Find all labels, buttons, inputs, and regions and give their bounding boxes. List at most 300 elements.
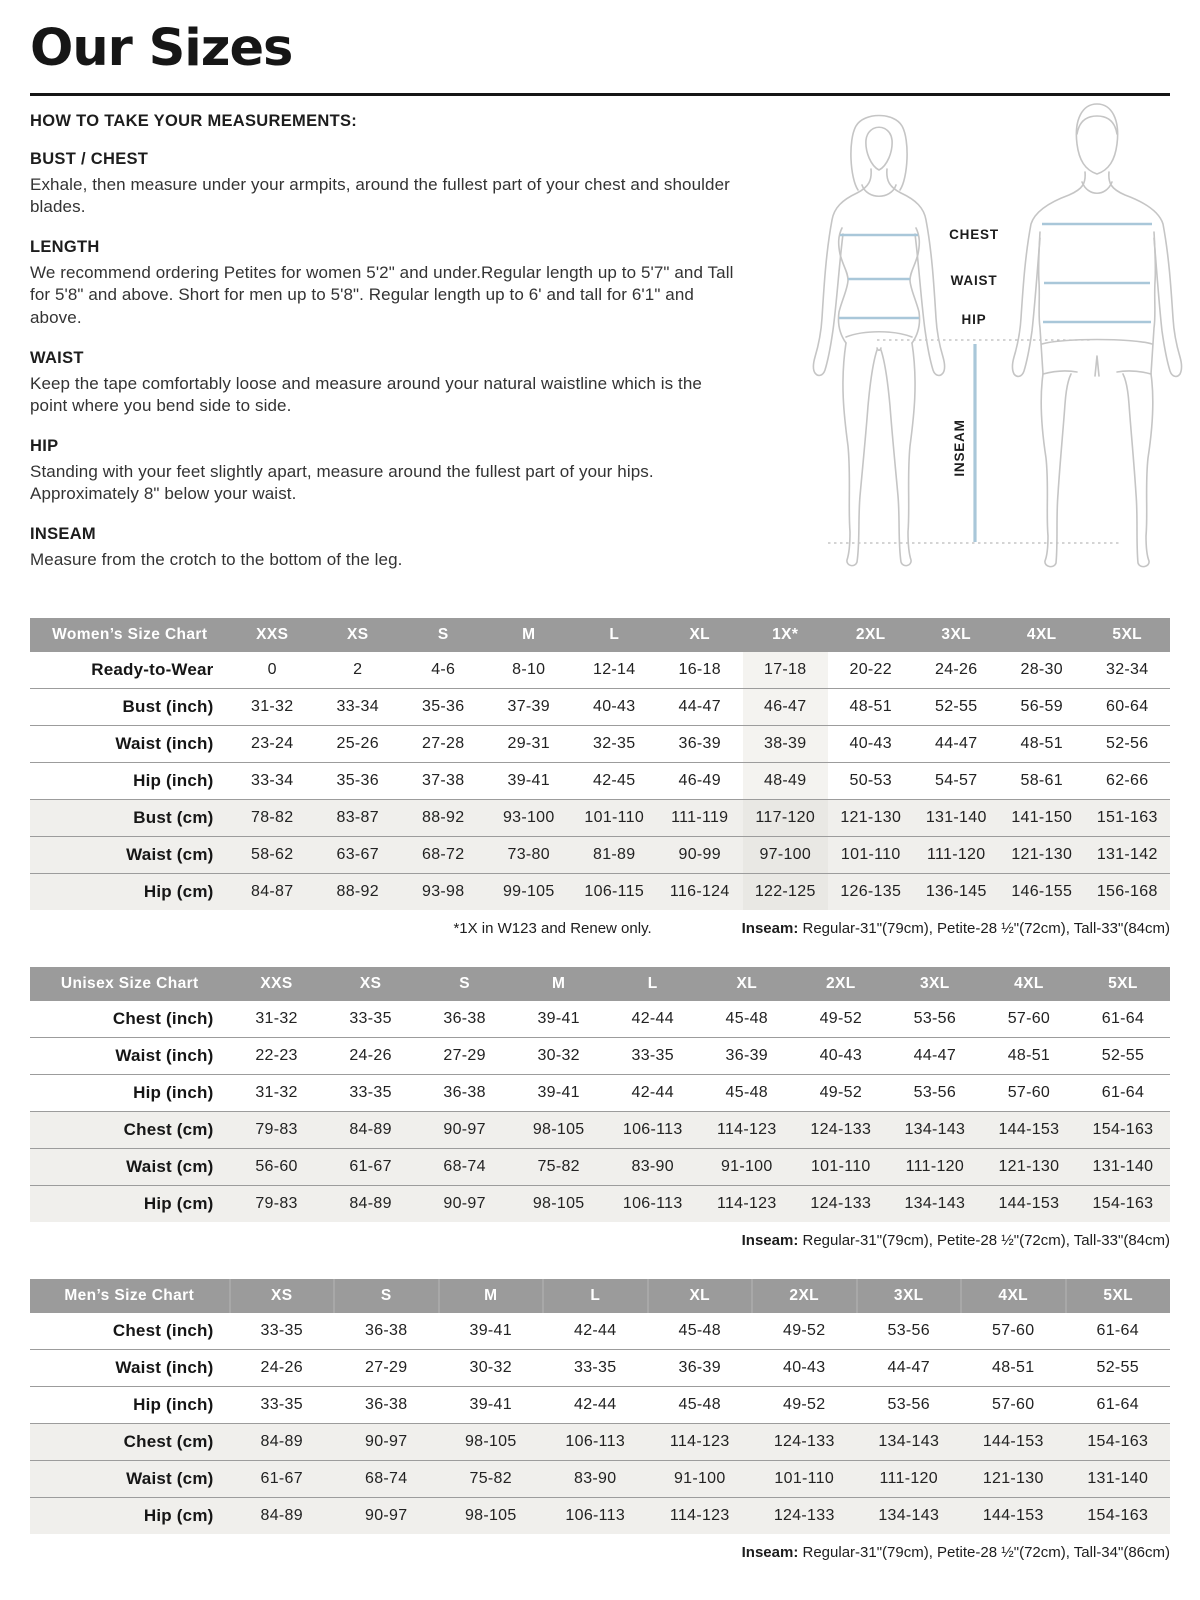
row-label: Hip (cm): [143, 1193, 214, 1213]
size-value-cell: 124-133: [773, 1432, 835, 1450]
table-row: [30, 1460, 1170, 1497]
size-table: [30, 967, 1170, 1222]
size-value-cell: 35-36: [422, 697, 465, 715]
size-value-cell: 0: [267, 660, 277, 678]
size-value-cell: 84-89: [349, 1194, 392, 1212]
size-value-cell: 2: [353, 660, 363, 678]
size-value-cell: 154-163: [1087, 1432, 1149, 1450]
size-value-cell: 84-89: [260, 1432, 303, 1450]
size-value-cell: 27-28: [422, 734, 465, 752]
size-value-cell: 90-99: [678, 845, 721, 863]
size-value-cell: 90-97: [443, 1120, 486, 1138]
size-value-cell: 131-142: [1096, 845, 1158, 863]
section-body-waist: Keep the tape comfortably loose and measure around your natural waistline which is the point where you bend side to side.: [30, 373, 702, 416]
size-value-cell: 50-53: [849, 771, 892, 789]
unisex-size-chart-table: [30, 967, 1170, 1222]
size-value-cell: 84-89: [349, 1120, 392, 1138]
row-label: Hip (cm): [143, 1505, 214, 1525]
size-value-cell: 126-135: [840, 882, 902, 900]
size-value-cell: 42-44: [574, 1321, 617, 1339]
row-label: Chest (inch): [112, 1008, 214, 1028]
size-value-cell: 42-45: [593, 771, 636, 789]
mens-inseam-note: [742, 1544, 1170, 1561]
size-value-cell: 37-39: [507, 697, 550, 715]
row-label: Hip (inch): [133, 1394, 214, 1414]
size-value-cell: 73-80: [507, 845, 550, 863]
size-column-header: M: [486, 618, 572, 652]
size-value-cell: 24-26: [935, 660, 978, 678]
inseam-label: INSEAM: [952, 418, 967, 477]
one-x-footnote: *1X in W123 and Renew only.: [453, 919, 652, 937]
size-value-cell: 131-140: [925, 808, 987, 826]
size-value-cell: 33-34: [251, 771, 294, 789]
row-label: Waist (inch): [115, 1357, 214, 1377]
size-value-cell: 111-119: [671, 808, 729, 826]
size-value-cell: 124-133: [810, 1194, 872, 1212]
row-label: Chest (cm): [123, 1119, 214, 1139]
size-value-cell: 101-110: [774, 1469, 835, 1487]
size-value-cell: 121-130: [998, 1157, 1060, 1175]
size-value-cell: 83-87: [336, 808, 379, 826]
size-value-cell: 46-49: [678, 771, 721, 789]
size-column-header: 2XL: [828, 618, 914, 652]
size-value-cell: 40-43: [783, 1358, 826, 1376]
table-row: [30, 873, 1170, 910]
size-column-header: 2XL: [752, 1279, 857, 1313]
size-value-cell: 44-47: [678, 697, 721, 715]
size-value-cell: 134-143: [904, 1194, 966, 1212]
size-value-cell: 84-89: [260, 1506, 303, 1524]
size-value-cell: 62-66: [1106, 771, 1149, 789]
size-value-cell: 8-10: [512, 660, 546, 678]
size-value-cell: 33-35: [349, 1009, 392, 1027]
row-label: Waist (cm): [126, 844, 214, 864]
section-title-inseam: INSEAM: [30, 525, 96, 544]
size-column-header: S: [401, 618, 487, 652]
size-value-cell: 16-18: [678, 660, 721, 678]
size-value-cell: 35-36: [336, 771, 379, 789]
size-value-cell: 4-6: [431, 660, 456, 678]
mens-size-chart-table: [30, 1279, 1170, 1534]
size-value-cell: 48-51: [849, 697, 892, 715]
table-row: [30, 1001, 1170, 1038]
size-value-cell: 39-41: [469, 1395, 512, 1413]
size-value-cell: 154-163: [1092, 1194, 1154, 1212]
size-value-cell: 36-39: [678, 1358, 721, 1376]
waist-label: WAIST: [950, 272, 998, 288]
size-value-cell: 36-38: [365, 1395, 408, 1413]
size-column-header: L: [572, 618, 658, 652]
womens-inseam-note-text: Regular-31"(79cm), Petite-28 ½"(72cm), Tall-33"(84cm): [798, 919, 1170, 937]
size-value-cell: 61-64: [1096, 1321, 1139, 1339]
size-value-cell: 151-163: [1096, 808, 1158, 826]
hip-label: HIP: [961, 311, 987, 327]
size-value-cell: 36-39: [725, 1046, 768, 1064]
size-value-cell: 39-41: [507, 771, 550, 789]
size-value-cell: 58-61: [1020, 771, 1063, 789]
size-guide-page: [30, 0, 1170, 1561]
size-value-cell: 24-26: [260, 1358, 303, 1376]
womens-inseam-note-label: Inseam:: [741, 919, 799, 937]
page-title: Our Sizes: [30, 19, 293, 78]
size-column-header: M: [512, 967, 606, 1001]
size-value-cell: 111-120: [879, 1469, 938, 1487]
table-row: [30, 725, 1170, 762]
size-value-cell: 25-26: [336, 734, 379, 752]
size-value-cell: 37-38: [422, 771, 465, 789]
size-value-cell: 24-26: [349, 1046, 392, 1064]
size-value-cell: 49-52: [783, 1395, 826, 1413]
table-row: [30, 652, 1170, 689]
size-column-header: 3XL: [888, 967, 982, 1001]
womens-size-chart-table: [30, 618, 1170, 910]
size-value-cell: 32-35: [593, 734, 636, 752]
size-value-cell: 90-97: [443, 1194, 486, 1212]
size-value-cell: 36-38: [443, 1009, 486, 1027]
size-value-cell: 42-44: [631, 1083, 674, 1101]
size-value-cell: 52-55: [1101, 1046, 1145, 1064]
size-table: [30, 618, 1170, 910]
size-column-header: 5XL: [1085, 618, 1171, 652]
size-value-cell: 106-113: [565, 1432, 626, 1450]
table-row: [30, 1497, 1170, 1534]
size-column-header: XS: [324, 967, 418, 1001]
size-value-cell: 121-130: [840, 808, 902, 826]
size-value-cell: 101-110: [810, 1157, 871, 1175]
size-column-header: XL: [700, 967, 794, 1001]
size-column-header: XS: [315, 618, 401, 652]
size-value-cell: 33-35: [349, 1083, 392, 1101]
size-value-cell: 57-60: [1007, 1009, 1051, 1027]
size-value-cell: 27-29: [443, 1046, 486, 1064]
unisex-inseam-note-text: Regular-31"(79cm), Petite-28 ½"(72cm), Tall-33"(84cm): [798, 1231, 1170, 1249]
mens-size-chart: [30, 1279, 1170, 1561]
size-value-cell: 83-90: [631, 1157, 674, 1175]
size-column-header: L: [606, 967, 700, 1001]
row-label: Chest (inch): [112, 1320, 214, 1340]
table-row: [30, 1074, 1170, 1111]
unisex-table-footnotes: [30, 1232, 1170, 1249]
size-value-cell: 58-62: [251, 845, 294, 863]
size-value-cell: 117-120: [743, 799, 829, 836]
size-value-cell: 33-35: [260, 1395, 303, 1413]
mens-table-footnotes: [30, 1544, 1170, 1561]
unisex-size-chart: [30, 967, 1170, 1249]
row-label: Hip (inch): [133, 770, 214, 790]
size-value-cell: 144-153: [998, 1194, 1060, 1212]
size-column-header: 4XL: [999, 618, 1085, 652]
section-title-bust-chest: BUST / CHEST: [30, 149, 149, 168]
measurement-instructions: [30, 96, 742, 572]
size-value-cell: 20-22: [849, 660, 892, 678]
size-value-cell: 56-60: [255, 1157, 298, 1175]
size-value-cell: 141-150: [1011, 808, 1073, 826]
size-value-cell: 33-34: [336, 697, 379, 715]
size-value-cell: 61-67: [349, 1157, 392, 1175]
womens-table-footnotes: [30, 920, 1170, 937]
size-value-cell: 56-59: [1020, 697, 1063, 715]
row-label: Waist (inch): [115, 733, 214, 753]
size-value-cell: 57-60: [992, 1321, 1035, 1339]
size-value-cell: 122-125: [743, 873, 829, 910]
size-value-cell: 61-67: [260, 1469, 303, 1487]
size-value-cell: 75-82: [537, 1157, 580, 1175]
row-label: Hip (cm): [143, 881, 214, 901]
size-value-cell: 81-89: [593, 845, 636, 863]
chest-label: CHEST: [949, 226, 999, 242]
row-label: Hip (inch): [133, 1082, 214, 1102]
size-value-cell: 52-55: [1096, 1358, 1139, 1376]
size-value-cell: 156-168: [1096, 882, 1158, 900]
row-label: Chest (cm): [123, 1431, 214, 1451]
size-value-cell: 39-41: [469, 1321, 512, 1339]
size-value-cell: 68-74: [365, 1469, 408, 1487]
size-value-cell: 78-82: [251, 808, 294, 826]
size-value-cell: 79-83: [255, 1120, 298, 1138]
size-value-cell: 93-100: [502, 808, 555, 826]
size-value-cell: 17-18: [743, 652, 829, 689]
size-value-cell: 79-83: [255, 1194, 298, 1212]
row-label: Ready-to-Wear: [91, 659, 214, 679]
size-value-cell: 42-44: [631, 1009, 674, 1027]
size-column-header: XL: [657, 618, 743, 652]
size-value-cell: 98-105: [464, 1506, 517, 1524]
size-value-cell: 44-47: [935, 734, 978, 752]
size-value-cell: 101-110: [584, 808, 645, 826]
size-value-cell: 61-64: [1101, 1009, 1145, 1027]
size-value-cell: 111-120: [927, 845, 986, 863]
size-value-cell: 52-56: [1106, 734, 1149, 752]
size-column-header: XL: [648, 1279, 753, 1313]
row-label: Waist (cm): [126, 1468, 214, 1488]
size-value-cell: 144-153: [982, 1432, 1044, 1450]
section-body-inseam: Measure from the crotch to the bottom of the leg.: [30, 550, 403, 570]
size-value-cell: 49-52: [783, 1321, 826, 1339]
row-label: Waist (inch): [115, 1045, 214, 1065]
size-value-cell: 116-124: [669, 882, 730, 900]
mens-inseam-note-label: Inseam:: [741, 1543, 799, 1561]
unisex-inseam-note-label: Inseam:: [741, 1231, 799, 1249]
table-row: [30, 762, 1170, 799]
unisex-inseam-note: [742, 1232, 1170, 1249]
size-value-cell: 91-100: [673, 1469, 726, 1487]
size-value-cell: 61-64: [1101, 1083, 1145, 1101]
size-value-cell: 136-145: [925, 882, 987, 900]
size-value-cell: 84-87: [251, 882, 294, 900]
size-value-cell: 36-38: [365, 1321, 408, 1339]
size-value-cell: 88-92: [336, 882, 379, 900]
size-value-cell: 32-34: [1106, 660, 1149, 678]
section-body-bust-chest: Exhale, then measure under your armpits, around the fullest part of your chest and shoulder blades.: [30, 174, 730, 217]
size-value-cell: 53-56: [887, 1321, 930, 1339]
size-value-cell: 124-133: [810, 1120, 872, 1138]
size-value-cell: 22-23: [255, 1046, 298, 1064]
size-value-cell: 30-32: [469, 1358, 512, 1376]
size-value-cell: 124-133: [773, 1506, 835, 1524]
size-value-cell: 88-92: [422, 808, 465, 826]
size-value-cell: 134-143: [904, 1120, 966, 1138]
size-value-cell: 134-143: [878, 1506, 940, 1524]
table-row: [30, 1148, 1170, 1185]
table-row: [30, 799, 1170, 836]
size-value-cell: 45-48: [725, 1083, 768, 1101]
size-value-cell: 53-56: [913, 1083, 957, 1101]
size-value-cell: 48-51: [1007, 1046, 1051, 1064]
table-row: [30, 1037, 1170, 1074]
size-value-cell: 40-43: [819, 1046, 863, 1064]
size-value-cell: 106-113: [622, 1120, 683, 1138]
size-value-cell: 38-39: [743, 725, 829, 762]
size-value-cell: 36-39: [678, 734, 721, 752]
size-column-header: 2XL: [794, 967, 888, 1001]
size-value-cell: 121-130: [982, 1469, 1044, 1487]
size-value-cell: 93-98: [422, 882, 465, 900]
size-column-header: 3XL: [857, 1279, 962, 1313]
size-value-cell: 154-163: [1092, 1120, 1154, 1138]
measurement-diagram: [782, 90, 1200, 570]
size-value-cell: 98-105: [464, 1432, 517, 1450]
size-value-cell: 53-56: [913, 1009, 957, 1027]
size-column-header: XXS: [230, 618, 316, 652]
size-value-cell: 31-32: [255, 1083, 298, 1101]
size-value-cell: 57-60: [1007, 1083, 1051, 1101]
size-column-header: XXS: [230, 967, 324, 1001]
size-value-cell: 45-48: [678, 1321, 721, 1339]
size-value-cell: 63-67: [336, 845, 379, 863]
size-value-cell: 36-38: [443, 1083, 486, 1101]
size-value-cell: 114-123: [669, 1506, 730, 1524]
size-value-cell: 144-153: [998, 1120, 1060, 1138]
size-value-cell: 33-35: [631, 1046, 674, 1064]
size-value-cell: 146-155: [1011, 882, 1073, 900]
size-value-cell: 144-153: [982, 1506, 1044, 1524]
table-row: [30, 1111, 1170, 1148]
size-value-cell: 111-120: [905, 1157, 965, 1175]
size-value-cell: 46-47: [743, 688, 829, 725]
section-title-hip: HIP: [30, 436, 59, 455]
size-value-cell: 98-105: [532, 1120, 585, 1138]
size-value-cell: 121-130: [1011, 845, 1073, 863]
table-row: [30, 1423, 1170, 1460]
size-value-cell: 101-110: [840, 845, 901, 863]
size-value-cell: 44-47: [913, 1046, 957, 1064]
size-value-cell: 45-48: [725, 1009, 768, 1027]
size-column-header: M: [439, 1279, 544, 1313]
size-column-header: 3XL: [914, 618, 1000, 652]
size-value-cell: 114-123: [669, 1432, 730, 1450]
size-value-cell: 48-51: [992, 1358, 1035, 1376]
size-value-cell: 31-32: [255, 1009, 298, 1027]
size-value-cell: 61-64: [1096, 1395, 1139, 1413]
size-column-header: 4XL: [982, 967, 1076, 1001]
size-value-cell: 39-41: [537, 1009, 580, 1027]
size-value-cell: 33-35: [574, 1358, 617, 1376]
size-value-cell: 98-105: [532, 1194, 585, 1212]
section-body-hip: Standing with your feet slightly apart, measure around the fullest part of your hips. Approximately 8" below your waist.: [30, 461, 654, 504]
size-value-cell: 91-100: [720, 1157, 773, 1175]
size-value-cell: 27-29: [365, 1358, 408, 1376]
size-column-header: S: [418, 967, 512, 1001]
table-row: [30, 688, 1170, 725]
size-value-cell: 60-64: [1106, 697, 1149, 715]
section-title-waist: WAIST: [30, 348, 84, 367]
table-title: Unisex Size Chart: [30, 967, 230, 1001]
size-column-header: 5XL: [1076, 967, 1170, 1001]
size-value-cell: 23-24: [251, 734, 294, 752]
size-value-cell: 28-30: [1020, 660, 1063, 678]
section-body-length: We recommend ordering Petites for women 5'2" and under.Regular length up to 5'7" and Tall for 5'8" and above. Short for men up to 5'8". Regular length up to 6' and tall for 6'1" and above.: [30, 262, 734, 327]
size-column-header: XS: [230, 1279, 335, 1313]
size-value-cell: 48-51: [1020, 734, 1063, 752]
size-value-cell: 54-57: [935, 771, 978, 789]
size-column-header: L: [543, 1279, 648, 1313]
size-value-cell: 44-47: [887, 1358, 930, 1376]
size-value-cell: 49-52: [819, 1009, 863, 1027]
size-value-cell: 131-140: [1092, 1157, 1154, 1175]
size-value-cell: 83-90: [574, 1469, 617, 1487]
size-value-cell: 48-49: [743, 762, 829, 799]
size-value-cell: 97-100: [743, 836, 829, 873]
table-title: Men’s Size Chart: [30, 1279, 230, 1313]
row-label: Bust (inch): [122, 696, 214, 716]
size-value-cell: 49-52: [819, 1083, 863, 1101]
size-value-cell: 99-105: [502, 882, 555, 900]
size-value-cell: 33-35: [260, 1321, 303, 1339]
size-value-cell: 40-43: [849, 734, 892, 752]
size-column-header: 4XL: [961, 1279, 1066, 1313]
womens-inseam-note: [742, 920, 1170, 937]
size-value-cell: 90-97: [365, 1506, 408, 1524]
table-row: [30, 1313, 1170, 1350]
table-title: Women’s Size Chart: [30, 618, 230, 652]
size-table: [30, 1279, 1170, 1534]
size-value-cell: 106-115: [584, 882, 645, 900]
size-column-header: 1X*: [743, 618, 829, 652]
table-row: [30, 1185, 1170, 1222]
size-value-cell: 30-32: [537, 1046, 580, 1064]
size-column-header: 5XL: [1066, 1279, 1171, 1313]
size-value-cell: 31-32: [251, 697, 294, 715]
size-value-cell: 68-72: [422, 845, 465, 863]
table-row: [30, 1349, 1170, 1386]
size-value-cell: 29-31: [507, 734, 550, 752]
size-value-cell: 106-113: [565, 1506, 626, 1524]
size-value-cell: 53-56: [887, 1395, 930, 1413]
size-value-cell: 131-140: [1087, 1469, 1149, 1487]
size-value-cell: 90-97: [365, 1432, 408, 1450]
size-column-header: S: [334, 1279, 439, 1313]
size-value-cell: 114-123: [716, 1194, 777, 1212]
size-value-cell: 154-163: [1087, 1506, 1149, 1524]
size-value-cell: 106-113: [622, 1194, 683, 1212]
size-value-cell: 68-74: [443, 1157, 486, 1175]
instructions-heading: HOW TO TAKE YOUR MEASUREMENTS:: [30, 111, 358, 130]
man-figure-outline: [1013, 104, 1182, 567]
size-value-cell: 114-123: [716, 1120, 777, 1138]
womens-size-chart: [30, 618, 1170, 937]
table-row: [30, 836, 1170, 873]
size-value-cell: 42-44: [574, 1395, 617, 1413]
size-value-cell: 40-43: [593, 697, 636, 715]
size-value-cell: 39-41: [537, 1083, 580, 1101]
table-row: [30, 1386, 1170, 1423]
size-value-cell: 134-143: [878, 1432, 940, 1450]
row-label: Bust (cm): [133, 807, 214, 827]
mens-inseam-note-text: Regular-31"(79cm), Petite-28 ½"(72cm), Tall-34"(86cm): [798, 1543, 1170, 1561]
size-value-cell: 52-55: [935, 697, 978, 715]
row-label: Waist (cm): [126, 1156, 214, 1176]
section-title-length: LENGTH: [30, 237, 100, 256]
